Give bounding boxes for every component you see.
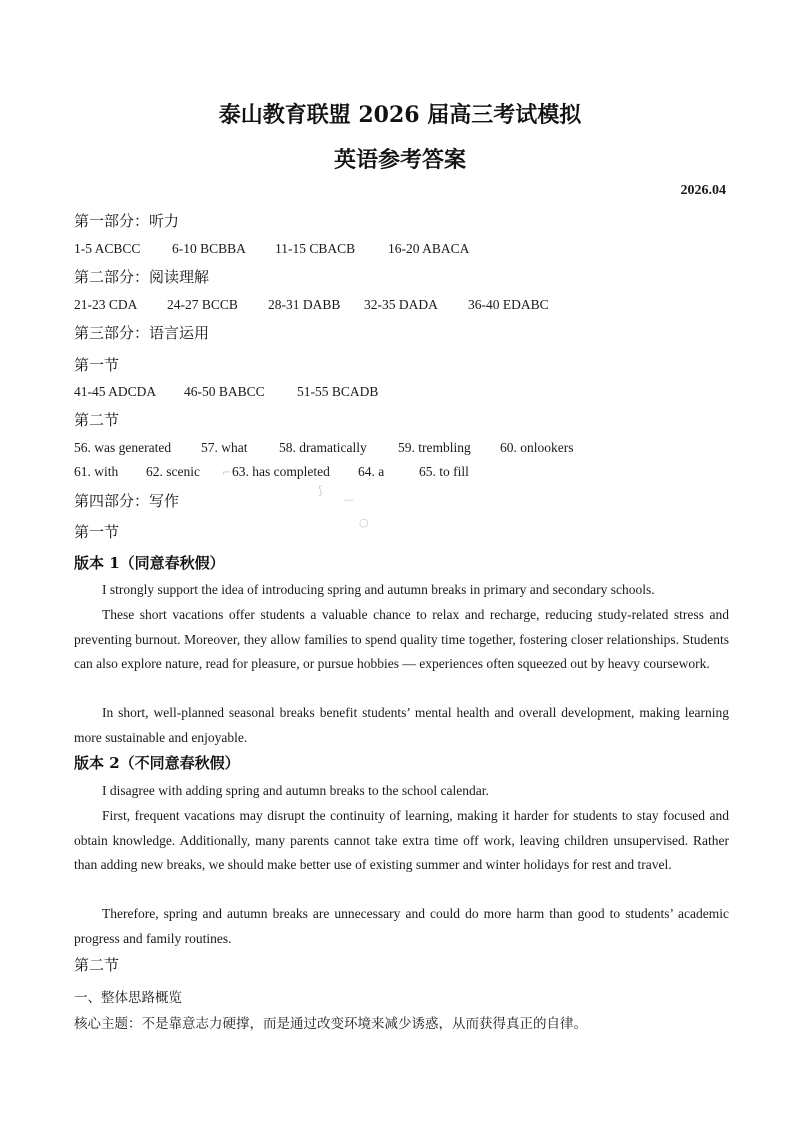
scan-smudge: —: [343, 493, 354, 506]
scan-smudge: ⌐: [222, 466, 232, 479]
answer-group: 51-55 BCADB: [297, 384, 379, 399]
part4-heading: 第四部分：写作: [74, 492, 180, 510]
part1-heading: 第一部分：听力: [74, 212, 180, 230]
answer-item: 62. scenic: [146, 464, 200, 479]
part4-section2-heading: 第二节: [74, 956, 120, 974]
answer-item: 64. a: [358, 464, 385, 479]
answer-item: 58. dramatically: [279, 440, 367, 455]
part4-section1-heading: 第一节: [74, 523, 120, 541]
part3-section2-heading: 第二节: [74, 411, 120, 429]
answer-group: 32-35 DADA: [364, 297, 438, 312]
version2-heading: 版本 2（不同意春秋假）: [74, 754, 240, 772]
version1-paragraph-1: I strongly support the idea of introducing spring and autumn breaks in primary and secondary schools.: [102, 582, 655, 597]
answer-item: 63. has completed: [232, 464, 330, 479]
answer-item: 60. onlookers: [500, 440, 574, 455]
answer-item: 65. to fill: [419, 464, 469, 479]
answer-group: 6-10 BCBBA: [172, 241, 246, 256]
version1-paragraph-3: In short, well-planned seasonal breaks benefit students’ mental health and overall development, making learning more sustainable and enjoyable.: [74, 705, 729, 745]
document-subtitle: 英语参考答案: [333, 147, 466, 173]
document-title: 泰山教育联盟 2026 届高三考试模拟: [218, 102, 582, 128]
scan-smudge: ○: [359, 516, 369, 529]
answer-group: 36-40 EDABC: [468, 297, 549, 312]
version2-paragraph-3: Therefore, spring and autumn breaks are unnecessary and could do more harm than good to students’ academic progress and family routines.: [74, 906, 729, 946]
answer-item: 59. trembling: [398, 440, 471, 455]
part3-heading: 第三部分：语言运用: [74, 324, 210, 342]
version2-paragraph-1: I disagree with adding spring and autumn breaks to the school calendar.: [102, 783, 489, 798]
answer-item: 61. with: [74, 464, 119, 479]
version1-heading: 版本 1（同意春秋假）: [74, 554, 225, 572]
answer-group: 11-15 CBACB: [275, 241, 356, 256]
part3-section1-heading: 第一节: [74, 356, 120, 374]
answer-group: 1-5 ACBCC: [74, 241, 141, 256]
version2-paragraph-2: First, frequent vacations may disrupt the continuity of learning, making it harder for students to stay focused and obtain knowledge. Additionally, many parents cannot take extra time off work, leaving children unsupervised. Rather than adding new breaks, we should make better use of existing summer and winter holidays for rest and travel.: [74, 808, 729, 873]
answer-group: 16-20 ABACA: [388, 241, 470, 256]
overview-heading: 一、整体思路概览: [74, 990, 182, 1006]
part2-heading: 第二部分：阅读理解: [74, 268, 210, 286]
answer-item: 56. was generated: [74, 440, 172, 455]
answer-group: 28-31 DABB: [268, 297, 341, 312]
answer-group: 24-27 BCCB: [167, 297, 238, 312]
answer-group: 41-45 ADCDA: [74, 384, 157, 399]
scan-smudge: ⟆: [318, 484, 323, 497]
document-date: 2026.04: [680, 183, 726, 198]
version1-paragraph-2: These short vacations offer students a valuable chance to relax and recharge, reducing study-related stress and preventing burnout. Moreover, they allow families to spend quality time together, fostering closer relationships. Students can also explore nature, read for pleasure, or pursue hobbies — experiences often squeezed out by heavy coursework.: [74, 607, 729, 672]
answer-item: 57. what: [201, 440, 248, 455]
core-theme-line: 核心主题：不是靠意志力硬撑，而是通过改变环境来减少诱惑，从而获得真正的自律。: [74, 1016, 587, 1032]
answer-group: 46-50 BABCC: [184, 384, 265, 399]
answer-group: 21-23 CDA: [74, 297, 138, 312]
